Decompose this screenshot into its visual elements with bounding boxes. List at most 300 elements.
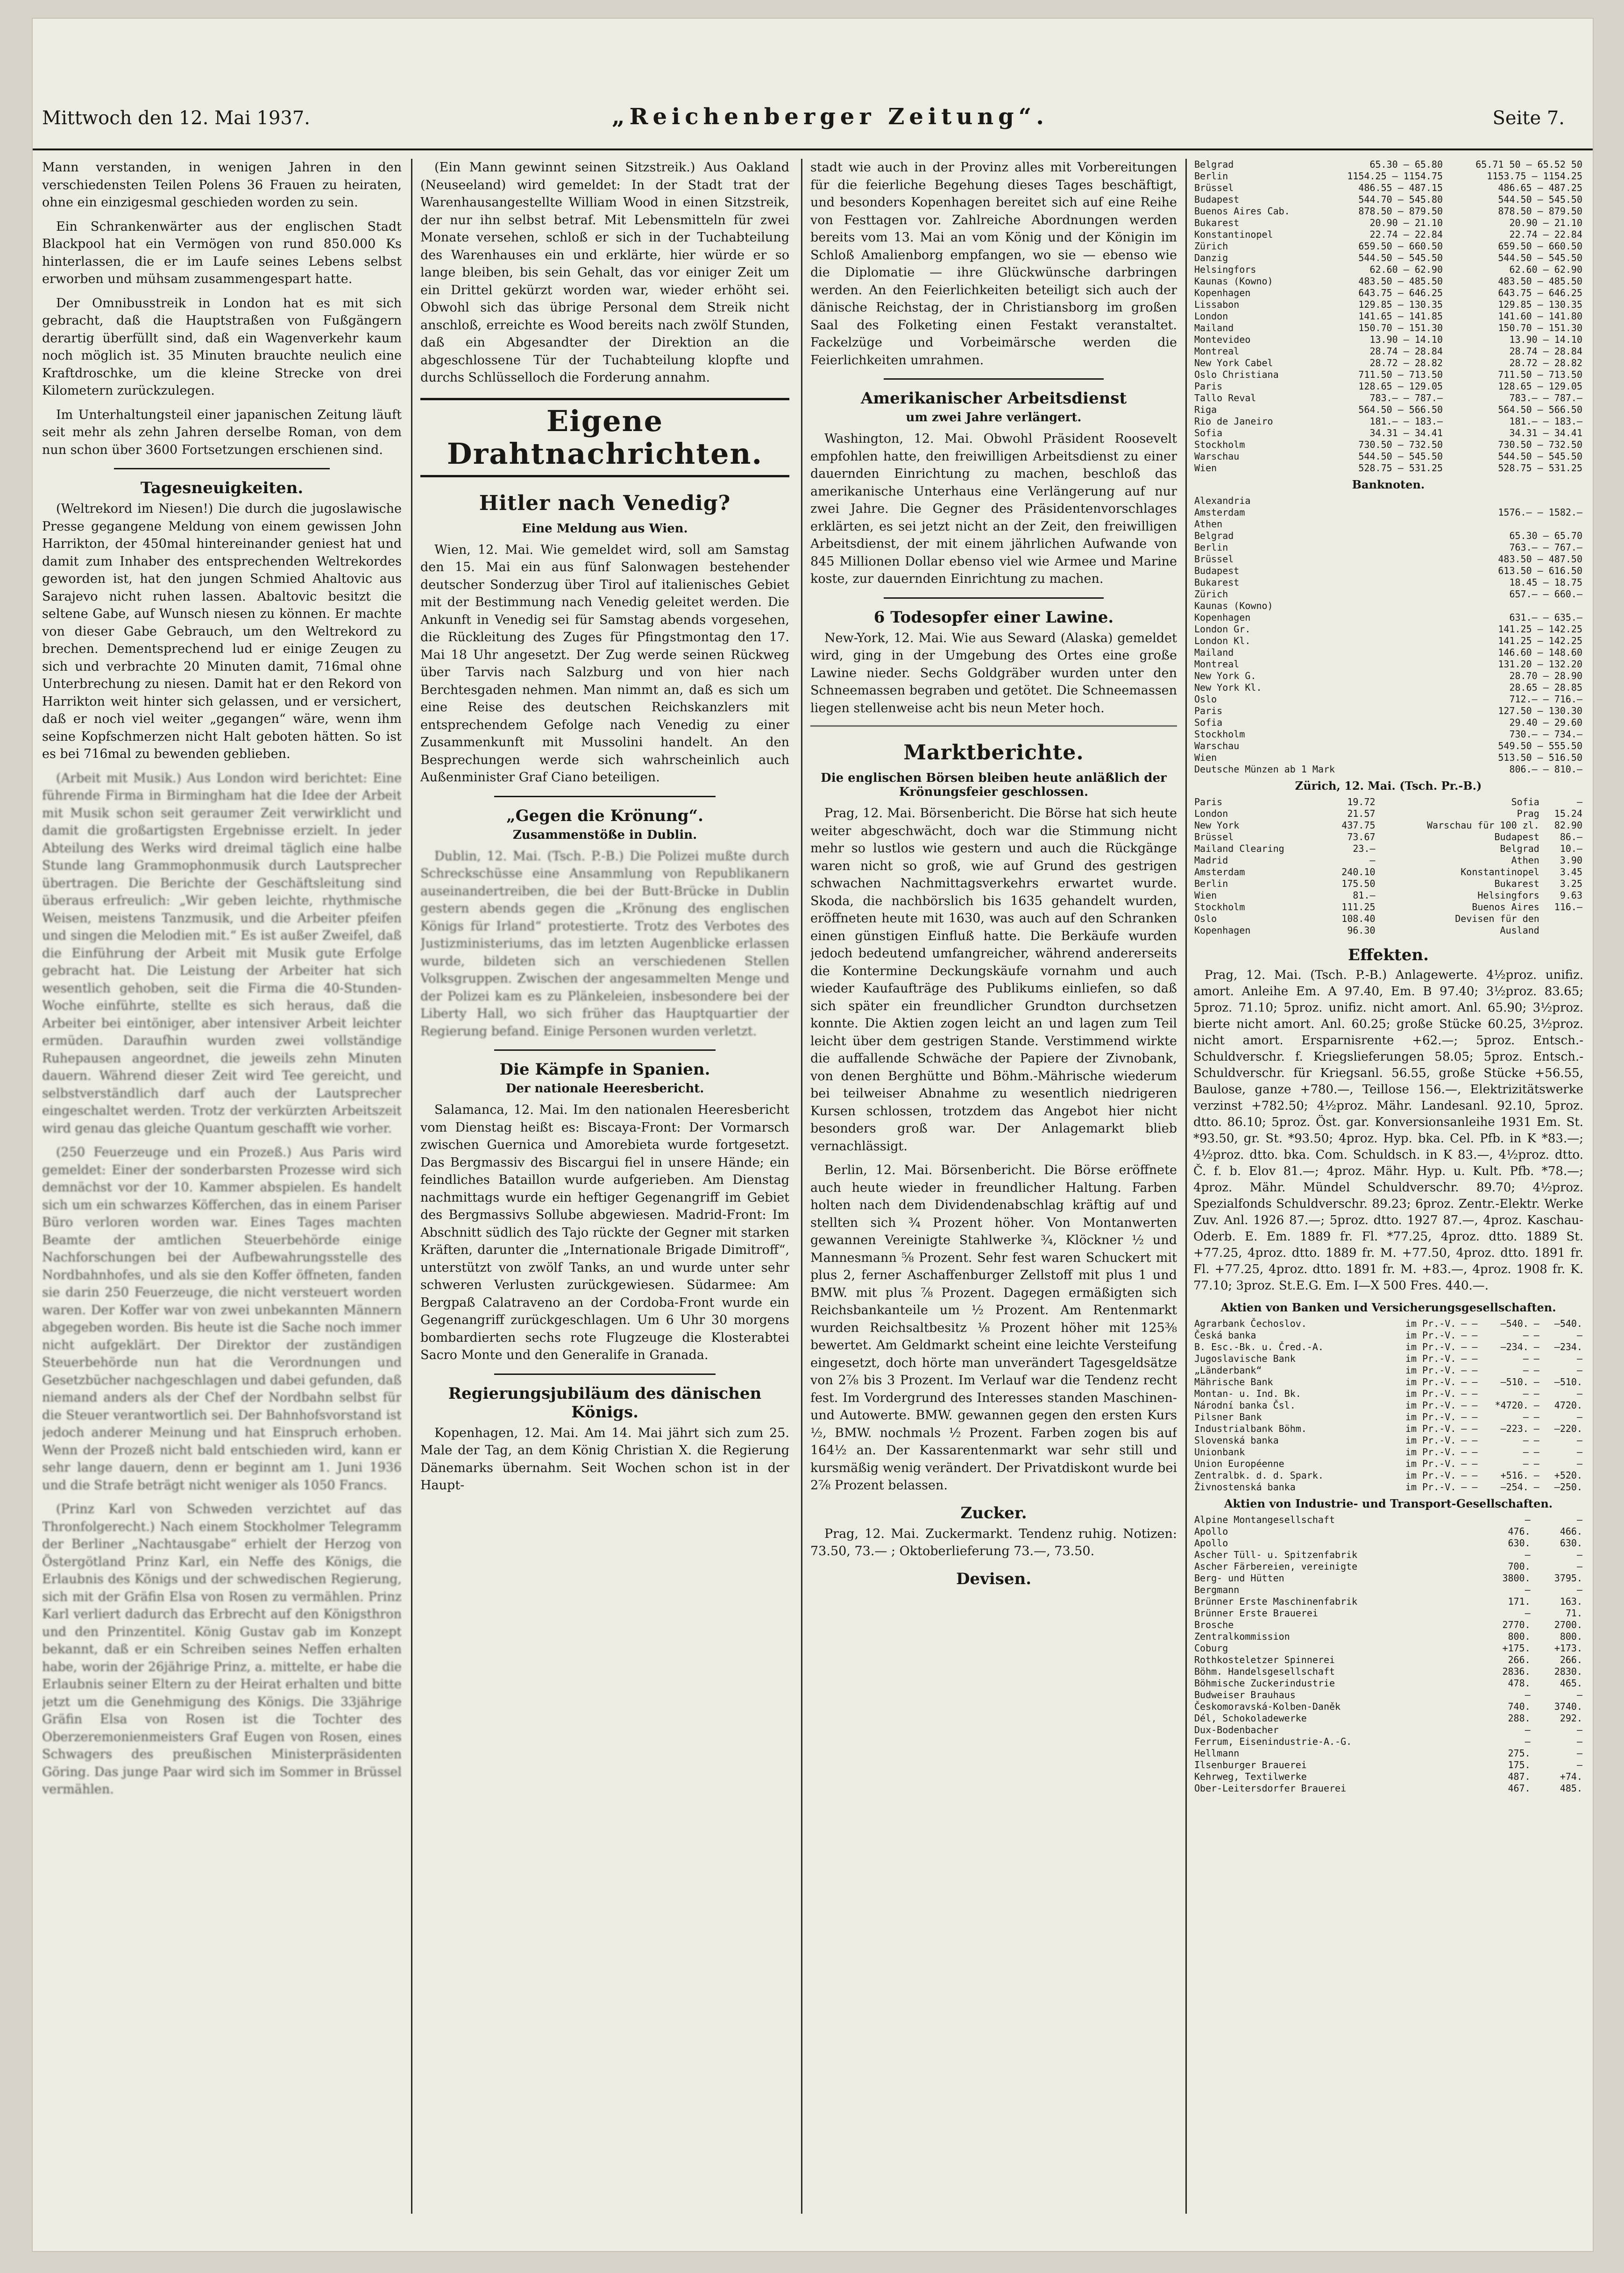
table-row — [1193, 264, 1583, 276]
table-cell: Jugoslavische Bank — [1194, 1353, 1296, 1364]
table-cell: — — [1576, 1435, 1582, 1446]
article-paragraph: (250 Feuerzeuge und ein Prozeß.) Aus Paris wird gemeldet: Einer der sonderbarsten Prozesse wird sich demnächst vor der 10. Kammer abspielen. Es handelt sich um ein schwarzes Köfferchen, das in einem Pariser Büro verloren worden war. Eines Tages machten Beamte der amtlichen Steuerbehörde einige Nachforschungen bei der Aufbewahrungsstelle des Nordbahnhofes, und als sie den Koffer öffneten, fanden sie darin 250 Feuerzeuge, die nicht versteuert worden waren. Der Koffer war von zwei unbekannten Männern abgegeben worden. Bis heute ist die Sache noch immer nicht aufgeklärt. Der Direktor der zuständigen Steuerbehörde nun hat die Verordnungen und Gesetzbücher nachgeschlagen und dabei gefunden, daß niemand anders als der Chef der Nordbahn selbst für die Steuer verantwortlich sei. Der Bahnhofsvorstand ist jedoch anderer Meinung und hat Einspruch erhoben. Wenn der Prozeß nicht bald entschieden wird, kann er sehr lange dauern, denn er beginnt am 1. Juni 1936 und die Strafe beträgt nicht weniger als 1050 Francs. — [42, 1145, 402, 1493]
table-heading: Banknoten. — [1352, 478, 1425, 491]
table-cell: — — [1523, 1353, 1529, 1364]
table-cell: 659.50 — 660.50 — [1358, 241, 1443, 252]
table-cell: 108.40 — [1341, 913, 1376, 924]
table-cell: 65.71 50 — 65.52 50 — [1475, 159, 1582, 170]
table-row — [1193, 451, 1583, 462]
table-row — [1193, 1666, 1583, 1678]
table-cell: Rio de Janeiro — [1194, 416, 1273, 427]
table-row — [1193, 1759, 1583, 1771]
column-divider — [411, 159, 412, 2214]
table-cell: Montreal — [1194, 346, 1240, 357]
table-cell: Prag — [1517, 808, 1539, 819]
table-cell: Wien — [1194, 752, 1217, 763]
table-row — [1193, 717, 1583, 729]
table-row — [1193, 1561, 1583, 1572]
table-cell: Berlin — [1194, 878, 1228, 889]
table-cell: Lissabon — [1194, 299, 1240, 310]
table-cell: Budapest — [1194, 194, 1240, 205]
table-cell: 630. — [1560, 1537, 1582, 1549]
table-cell: Montreal — [1194, 659, 1240, 670]
table-cell: — — [1461, 1365, 1467, 1376]
table-cell: 292. — [1560, 1713, 1582, 1724]
table-row — [1193, 427, 1583, 439]
table-cell: 564.50 — 566.50 — [1358, 404, 1443, 415]
table-cell: Ilsenburger Brauerei — [1194, 1759, 1307, 1770]
table-cell: 544.50 — 545.50 — [1358, 451, 1443, 462]
table-cell: — — [1523, 1411, 1529, 1423]
table-cell: — — [1576, 1561, 1582, 1572]
table-cell: — — [1576, 1411, 1582, 1423]
article-paragraph: Prag, 12. Mai. Börsenbericht. Die Börse hat sich heute weiter abgeschwächt, doch war die Stimmung nicht mehr so lustlos wie gestern und auch die Rückgänge waren nicht so groß, wie auf Grund des gestrigen schwachen Nachmittagsverkehrs erwartet wurde. Skoda, die nachbörslich bis 1635 gehandelt wurden, eröffneten heute mit 1630, was auch auf den Schranken einen günstigen Einfluß hatte. Die Berkäufe wurden jedoch bedeutend umfangreicher, während andererseits die Kontermine Deckungskäufe vornahm und auch wieder Kaufaufträge des Publikums einliefen, so daß sich später ein freundlicher Grundton durchsetzen konnte. Die Aktien zogen leicht an und lagen zum Teil leicht über dem gestrigen Stande. Verstimmend wirkte die auffallende Schwäche der Papiere der Zivnobank, von denen Berghütte und Böhm.-Mährische wiederum bei teilweiser Abnahme zu wesentlich niedrigeren Kursen schlossen, trotzdem das Angebot hier nicht besonders groß war. Der Anlagemarkt blieb vernachlässigt. — [810, 806, 1177, 1154]
table-cell: — — [1533, 1435, 1539, 1446]
table-cell: Industrialbank Böhm. — [1194, 1423, 1307, 1434]
table-cell: — — [1576, 1330, 1582, 1341]
table-cell: 549.50 — 555.50 — [1498, 740, 1582, 751]
masthead — [33, 19, 1593, 145]
table-row — [1193, 1400, 1583, 1411]
article-paragraph: Salamanca, 12. Mai. Im den nationalen Heeresbericht vom Dienstag heißt es: Biscaya-Front: Der Vormarsch zwischen Guernica und Amorebieta wurde fortgesetzt. Das Bergmassiv des Biscargui fiel in unsere Hände; ein feindliches Bataillon wurde aufgerieben. Am Dienstag nachmittags wurde ein heftiger Gegenangriff im Gebiet des Bergmassivs Sollube abgewiesen. Madrid-Front: Im Abschnitt südlich des Tajo rückte der Gegner mit starken Kräften, darunter die „Internationale Brigade Dimitroff“, unterstützt von zwölf Tanks, an und wurde unter sehr schweren Verlusten zurückgewiesen. Südarmee: Am Bergpaß Calatraveno an der Cordoba-Front wurde ein Gegenangriff zurückgeschlagen. Um 6 Uhr 30 morgens bombardierten sechs rote Flugzeuge die Klosterabtei Sacro Monte und den Generalife in Granada. — [420, 1103, 789, 1362]
table-cell: — — [1461, 1376, 1467, 1388]
table-cell: — — [1576, 1458, 1582, 1469]
table-cell: im Pr.-V. — [1405, 1458, 1456, 1469]
table-cell: 476. — [1508, 1526, 1531, 1537]
table-cell: 740. — [1508, 1701, 1531, 1712]
table-cell: 4720. — [1554, 1400, 1582, 1411]
table-cell: — — [1576, 1365, 1582, 1376]
table-cell: Česká banka — [1194, 1330, 1256, 1341]
table-cell: Budapest — [1494, 831, 1539, 843]
table-row — [1193, 1514, 1583, 1526]
table-cell: Mailand — [1194, 647, 1234, 658]
issue-date: Mittwoch den 12. Mai 1937. — [42, 107, 311, 129]
table-cell: 800. — [1508, 1631, 1531, 1642]
table-cell: — — [1525, 1736, 1531, 1747]
table-cell: Unionbank — [1194, 1446, 1245, 1458]
article-subheadline: um zwei Jahre verlängert. — [906, 411, 1082, 425]
table-cell: — — [1461, 1400, 1467, 1411]
table-cell: 544.50 — 545.50 — [1498, 194, 1582, 205]
table-cell: Národní banka Čsl. — [1194, 1400, 1296, 1411]
table-row — [1193, 1318, 1583, 1330]
table-cell: Dux-Bodenbacher — [1194, 1724, 1279, 1735]
table-cell: 2770. — [1502, 1619, 1531, 1630]
table-cell: 28.65 — 28.85 — [1509, 682, 1582, 693]
table-cell: Kopenhagen — [1194, 925, 1251, 936]
table-row — [1193, 217, 1583, 229]
table-cell: Brüssel — [1194, 182, 1234, 193]
table-cell: 73.67 — [1347, 831, 1376, 843]
table-cell: 10.— — [1560, 843, 1582, 854]
table-row — [1193, 241, 1583, 252]
table-row — [1193, 1365, 1583, 1376]
table-cell: Brüssel — [1194, 831, 1234, 843]
table-cell: — — [1472, 1458, 1478, 1469]
table-row — [1193, 694, 1583, 705]
table-row — [1193, 1607, 1583, 1619]
column-3 — [810, 159, 1177, 2214]
table-cell: 730.50 — 732.50 — [1358, 439, 1443, 450]
table-row — [1193, 1596, 1583, 1607]
table-row — [1193, 194, 1583, 205]
table-cell: 700. — [1508, 1561, 1531, 1572]
table-cell: 129.85 — 130.35 — [1498, 299, 1582, 310]
banknotes-table — [1193, 495, 1583, 775]
table-cell: — — [1472, 1341, 1478, 1352]
table-cell: 18.45 — 18.75 — [1509, 577, 1582, 588]
table-cell: Danzig — [1194, 252, 1228, 263]
table-cell: 643.75 — 646.25 — [1358, 287, 1443, 298]
table-cell: Sofia — [1511, 796, 1539, 807]
table-cell: Brünner Erste Maschinenfabrik — [1194, 1596, 1358, 1607]
table-row — [1193, 623, 1583, 635]
table-cell: 28.72 — 28.82 — [1509, 357, 1582, 368]
table-cell: Ferrum, Eisenindustrie-A.-G. — [1194, 1736, 1352, 1747]
table-cell: Kaunas (Kowno) — [1194, 276, 1273, 287]
table-row — [1193, 1537, 1583, 1549]
table-cell: 2700. — [1554, 1619, 1582, 1630]
table-row — [1193, 600, 1583, 612]
table-row — [1193, 1736, 1583, 1748]
table-cell: im Pr.-V. — [1405, 1470, 1456, 1481]
table-row — [1193, 1689, 1583, 1701]
table-cell: — — [1523, 1365, 1529, 1376]
table-cell: 116.— — [1554, 901, 1582, 913]
section-banner: Eigene Drahtnachrichten. — [420, 398, 789, 477]
table-cell: Hellmann — [1194, 1748, 1240, 1759]
table-cell: New York Kl. — [1194, 682, 1262, 693]
table-cell: 34.31 — 34.41 — [1369, 427, 1443, 439]
bank-shares-table — [1193, 1318, 1583, 1493]
table-cell: 86.— — [1560, 831, 1582, 843]
table-cell: Helsingfors — [1477, 890, 1539, 901]
table-cell: im Pr.-V. — [1405, 1411, 1456, 1423]
table-cell: Berlin — [1194, 170, 1228, 182]
table-row — [1193, 322, 1583, 334]
table-cell: Coburg — [1194, 1643, 1228, 1654]
table-row — [1193, 530, 1583, 542]
table-cell: 141.25 — 142.25 — [1498, 623, 1582, 635]
table-row — [1193, 1748, 1583, 1759]
table-cell: — — [1576, 796, 1582, 807]
table-cell: 141.25 — 142.25 — [1498, 635, 1582, 646]
table-cell: 1154.25 — 1154.75 — [1347, 170, 1443, 182]
table-cell: 483.50 — 485.50 — [1358, 276, 1443, 287]
table-cell: Rothkosteletzer Spinnerei — [1194, 1654, 1335, 1665]
table-cell: 111.25 — [1341, 901, 1376, 913]
table-cell: London — [1194, 311, 1228, 322]
table-row — [1193, 705, 1583, 717]
table-row — [1193, 1678, 1583, 1689]
table-row — [1193, 1713, 1583, 1724]
table-cell: Belgrad — [1194, 159, 1234, 170]
table-row — [1193, 1572, 1583, 1584]
table-cell: Buenos Aires Cab. — [1194, 205, 1290, 217]
table-cell: — — [1533, 1458, 1539, 1469]
table-cell: Union Européenne — [1194, 1458, 1284, 1469]
table-row — [1193, 1654, 1583, 1666]
table-cell: — — [1461, 1435, 1467, 1446]
table-cell: Kaunas (Kowno) — [1194, 600, 1273, 611]
table-row — [1193, 565, 1583, 577]
table-cell: Ascher Färbereien, vereinigte — [1194, 1561, 1358, 1572]
table-cell: 13.90 — 14.10 — [1509, 334, 1582, 345]
industry-shares-table — [1193, 1514, 1583, 1794]
table-row — [1193, 820, 1583, 831]
table-cell: 150.70 — 151.30 — [1498, 322, 1582, 333]
table-cell: 22.74 — 22.84 — [1509, 229, 1582, 240]
table-cell: Agrarbank Čechoslov. — [1194, 1318, 1307, 1329]
table-cell: 711.50 — 713.50 — [1358, 369, 1443, 380]
table-cell: Slovenská banka — [1194, 1435, 1279, 1446]
article-paragraph: stadt wie auch in der Provinz alles mit Vorbereitungen für die feierliche Begehung dieses Tages beschäftigt, und besonders Kopenhagen bereitet sich auf eine Reihe von Festtagen vor. Zahlreiche Abordnungen werden bereits vom 13. Mai an vom König und der Königin im Schloß Amalienborg empfangen, wo sie — ebenso wie die Diplomatie — ihre Glückwünsche darbringen werden. An den Feierlichkeiten beteiligt sich auch der dänische Reichstag, der in Christiansborg im großen Saal des Folketing einen Festakt veranstaltet. Fackelzüge und Vorbeimärsche werden die Feierlichkeiten umrahmen. — [810, 160, 1177, 368]
table-cell: — — [1576, 1584, 1582, 1595]
article-headline: 6 Todesopfer einer Lawine. — [873, 608, 1114, 627]
table-row — [1193, 159, 1583, 170]
table-row — [1193, 229, 1583, 241]
table-cell: 62.60 — 62.90 — [1509, 264, 1582, 275]
table-cell: im Pr.-V. — [1405, 1376, 1456, 1388]
table-cell: 483.50 — 487.50 — [1498, 553, 1582, 565]
page-number: Seite 7. — [1492, 107, 1565, 129]
table-cell: Alpine Montangesellschaft — [1194, 1514, 1335, 1525]
table-cell: 171. — [1508, 1596, 1531, 1607]
table-row — [1193, 878, 1583, 890]
column-4 — [1193, 159, 1583, 2214]
column-divider — [801, 159, 802, 2214]
table-cell: New York — [1194, 820, 1240, 831]
table-cell: *4720. — [1495, 1400, 1529, 1411]
table-cell: Brosche — [1194, 1619, 1234, 1630]
table-row — [1193, 1619, 1583, 1631]
table-row — [1193, 1643, 1583, 1654]
table-row — [1193, 404, 1583, 416]
table-cell: 544.70 — 545.80 — [1358, 194, 1443, 205]
table-row — [1193, 495, 1583, 507]
article-subheadline: Der nationale Heeresbericht. — [505, 1082, 704, 1096]
table-cell: 81.— — [1353, 890, 1376, 901]
article-paragraph: (Arbeit mit Musik.) Aus London wird berichtet: Eine führende Firma in Birmingham hat die Idee der Arbeit mit Musik schon seit geraumer Zeit verwirklicht und damit die großartigsten Ergebnisse erzielt. In jeder Abteilung des Werks wird dreimal täglich eine halbe Stunde lang Grammophonmusik durch Lautsprecher übertragen. Die Berichte der Geschäftsleitung sind überaus erfreulich: „Wir geben leichte, rhythmische Weisen, meistens Tanzmusik, und die Arbeiter pfeifen und singen die Melodien mit.“ Es ist außer Zweifel, daß die Einführung der Arbeit mit Musik gute Erfolge gebracht hat. Die Leistung der Arbeiter hat sich wesentlich gehoben, seit die Firma die 40-Stunden-Woche einführte, stellte es sich heraus, daß die Arbeiter bei eintöniger, aber intensiver Arbeit leichter ermüden. Daraufhin wurden zwei vollständige Ruhepausen angeordnet, die jeweils zehn Minuten dauern. Während dieser Zeit wird Tee gereicht, und selbstverständlich darf auch der Lautsprecher eingeschaltet werden. Trotz der verkürzten Arbeitszeit wird genau das gleiche Quantum geschafft wie vorher. — [42, 771, 402, 1136]
table-cell: — — [1576, 1724, 1582, 1735]
table-row — [1193, 1435, 1583, 1446]
table-cell: 19.72 — [1347, 796, 1376, 807]
zurich-table — [1193, 796, 1583, 936]
table-cell: im Pr.-V. — [1405, 1400, 1456, 1411]
table-cell: 3795. — [1554, 1572, 1582, 1584]
table-cell: Apollo — [1194, 1526, 1228, 1537]
table-row — [1193, 1376, 1583, 1388]
table-cell: Kehrweg, Textilwerke — [1194, 1771, 1307, 1782]
table-cell: 800. — [1560, 1631, 1582, 1642]
article-paragraph: Mann verstanden, in wenigen Jahren in den verschiedensten Teilen Polens 36 Frauen zu heiraten, ohne ein einzigesmal geschieden worden zu sein. — [42, 160, 402, 210]
table-cell: Deutsche Münzen ab 1 Mark — [1194, 764, 1335, 775]
table-cell: im Pr.-V. — [1405, 1353, 1456, 1364]
table-cell: im Pr.-V. — [1405, 1446, 1456, 1458]
table-cell: — — [1523, 1446, 1529, 1458]
table-cell: — — [1461, 1353, 1467, 1364]
table-cell: Stockholm — [1194, 901, 1245, 913]
table-cell — [1436, 495, 1583, 507]
table-row — [1193, 416, 1583, 427]
table-cell: 22.74 — 22.84 — [1369, 229, 1443, 240]
section-rule — [884, 378, 1104, 380]
table-cell: 783.— — 787.— — [1509, 392, 1582, 404]
table-cell: +520. — [1554, 1470, 1582, 1481]
table-cell: 466. — [1560, 1526, 1582, 1537]
table-cell: — — [1576, 1388, 1582, 1399]
table-cell: —254. — [1500, 1481, 1529, 1493]
article-headline: Regierungsjubiläum des dänischen Königs. — [448, 1384, 762, 1422]
table-cell: Zentralkommission — [1194, 1631, 1290, 1642]
table-row — [1193, 577, 1583, 588]
table-cell: Stockholm — [1194, 439, 1245, 450]
table-cell: New York G. — [1194, 670, 1256, 681]
table-cell: Berg- und Hütten — [1194, 1572, 1284, 1584]
table-cell: Živnostenská banka — [1194, 1481, 1296, 1493]
table-cell: Budapest — [1194, 565, 1240, 576]
table-heading: Zürich, 12. Mai. (Tsch. Pr.-B.) — [1295, 779, 1482, 793]
table-cell: —234. — [1500, 1341, 1529, 1352]
table-cell: 659.50 — 660.50 — [1498, 241, 1582, 252]
table-cell: — — [1461, 1423, 1467, 1434]
table-cell: +173. — [1554, 1643, 1582, 1654]
table-cell: 62.60 — 62.90 — [1369, 264, 1443, 275]
table-cell: „Länderbank“ — [1194, 1365, 1262, 1376]
table-cell: 3740. — [1554, 1701, 1582, 1712]
table-cell: Českomoravská-Kolben-Daněk — [1194, 1701, 1341, 1712]
table-row — [1193, 334, 1583, 346]
table-cell: Brüssel — [1194, 553, 1234, 565]
table-cell: 730.50 — 732.50 — [1498, 439, 1582, 450]
table-cell: Paris — [1194, 705, 1223, 716]
table-cell: 437.75 — [1341, 820, 1376, 831]
table-cell: im Pr.-V. — [1405, 1481, 1456, 1493]
table-cell: Berlin — [1194, 542, 1228, 553]
table-cell: 266. — [1560, 1654, 1582, 1665]
table-row — [1193, 1771, 1583, 1783]
table-cell: 712.— — 716.— — [1509, 694, 1582, 705]
table-cell: Bukarest — [1494, 878, 1539, 889]
table-cell: +175. — [1502, 1643, 1531, 1654]
table-row — [1193, 1446, 1583, 1458]
table-cell: Mailand Clearing — [1194, 843, 1284, 854]
table-cell: Sofia — [1194, 717, 1223, 728]
table-cell: 763.— — 767.— — [1509, 542, 1582, 553]
table-cell: 71. — [1565, 1607, 1582, 1619]
table-cell: 15.24 — [1554, 808, 1582, 819]
table-row — [1193, 659, 1583, 670]
table-cell: — — [1472, 1376, 1478, 1388]
table-cell: Montan- u. Ind. Bk. — [1194, 1388, 1301, 1399]
table-row — [1193, 276, 1583, 287]
table-cell: Konstantinopel — [1194, 229, 1273, 240]
table-cell: — — [1525, 1607, 1531, 1619]
table-row — [1193, 507, 1583, 518]
table-cell: New York Cabel — [1194, 357, 1273, 368]
table-cell: — — [1472, 1365, 1478, 1376]
table-cell: 131.20 — 132.20 — [1498, 659, 1582, 670]
table-cell: London Gr. — [1194, 623, 1251, 635]
table-cell: — — [1472, 1353, 1478, 1364]
table-row — [1193, 182, 1583, 194]
article-paragraph: (Ein Mann gewinnt seinen Sitzstreik.) Aus Oakland (Neuseeland) wird gemeldet: In der Stadt trat der Warenhausangestellte William Wood in einen Sitzstreik, der nur ihn selbst betraf. Mit Lebensmitteln für zwei Monate versehen, schloß er sich in der Tuchabteilung des Warenhauses ein und erklärte, hier würde er so lange bleiben, bis sein Gehalt, das vor einiger Zeit um ein Drittel gekürzt worden war, wieder erhöht sei. Obwohl sich das übrige Personal dem Streik nicht anschloß, erreichte es Wood bereits nach zwölf Stunden, daß ein Abgesandter der Direktion an die abgeschlossene Tür der Tuchabteilung klopfte und durchs Schlüsselloch die Forderung annahm. — [420, 160, 789, 385]
table-cell: —540. — [1500, 1318, 1529, 1329]
table-row — [1193, 1470, 1583, 1481]
table-cell: Zürich — [1194, 588, 1228, 600]
section-heading: Marktberichte. — [903, 741, 1084, 765]
table-cell: — — [1461, 1411, 1467, 1423]
table-cell: — — [1472, 1388, 1478, 1399]
table-cell: 564.50 — 566.50 — [1498, 404, 1582, 415]
table-row — [1193, 462, 1583, 474]
article-paragraph: Prag, 12. Mai. (Tsch. P.-B.) Anlagewerte. 4½proz. unifiz. amort. Anleihe Em. A 97.40, Em. B 97.40; 3½proz. 83.65; 5proz. 71.10; 5proz. unifiz. nicht amort. Anl. 65.90; 3½proz. bierte nicht amort. Anl. 60.25; große Stücke 60.25, 3½proz. nicht amort. Ersparnisrente +62.—; 5proz. Entsch.-Schuldverschr. f. Kriegslieferungen 58.05; 5proz. Entsch.-Schuldverschr. für Kriegsanl. 56.55, große Stücke +56.55, Baulose, ganze +780.—, Teillose 156.—, Elektrizitätswerke verzinst +782.50; 4½proz. Mähr. Landesanl. 92.10, 5proz. dtto. 86.10; 5proz. Öst. gar. Konversionsanleihe 1931 Em. St. *93.50, gr. St. *93.50; 4proz. Hyp. bka. Cel. Pfb. in K *83.—; 4½proz. dtto. bka. Com. Schuldsch. in K 83.—, 4½proz. dtto. Č. f. b. Elov 81.—; 4proz. Mähr. Hyp. u. Kult. Pfb. *78.—; 4proz. Mähr. Mündel Schuldverschr. 89.70; 4½proz. Spezialfonds Schuldverschr. 89.23; 6proz. Zentr.-Elektr. Werke Zuv. Anl. 1926 87.—; 5proz. dtto. 1927 87.—, 4proz. Kaschau-Oderb. E. Em. 1889 fr. Fl. *77.25, 4proz. dtto. 1889 St. +77.25, 4proz. dtto. 1889 fr. M. +77.50, 4proz. dtto. 1891 fr. Fl. +77.25, 4proz. dtto. 1891 fr. M. +83.—, 4proz. 1908 fr. K. 77.10; 3proz. St.E.G. Em. I—X 500 Fres. 440.—. — [1193, 968, 1583, 1293]
table-cell: Madrid — [1194, 855, 1228, 866]
table-row — [1193, 439, 1583, 451]
table-cell: Bukarest — [1194, 217, 1240, 228]
table-cell: — — [1533, 1481, 1539, 1493]
section-heading: Zucker. — [960, 1503, 1027, 1522]
table-cell: B. Esc.-Bk. u. Čred.-A. — [1194, 1341, 1324, 1352]
table-cell: 513.50 — 516.50 — [1498, 752, 1582, 763]
table-cell: — — [1369, 855, 1376, 866]
table-cell: 730.— — 734.— — [1509, 729, 1582, 740]
table-cell: 613.50 — 616.50 — [1498, 565, 1582, 576]
table-cell: Zürich — [1194, 241, 1228, 252]
table-row — [1193, 752, 1583, 764]
table-cell: 1153.75 — 1154.25 — [1487, 170, 1582, 182]
table-cell: Oslo — [1194, 694, 1217, 705]
table-row — [1193, 1388, 1583, 1400]
table-row — [1193, 346, 1583, 357]
table-cell: Böhmische Zuckerindustrie — [1194, 1678, 1335, 1689]
table-row — [1193, 1631, 1583, 1643]
table-cell: — — [1533, 1341, 1539, 1352]
table-cell: — — [1576, 1689, 1582, 1700]
table-cell: — — [1533, 1423, 1539, 1434]
table-cell: Böhm. Handelsgesellschaft — [1194, 1666, 1335, 1677]
table-cell: — — [1472, 1435, 1478, 1446]
table-cell: — — [1576, 1514, 1582, 1525]
article-paragraph: Kopenhagen, 12. Mai. Am 14. Mai jährt sich zum 25. Male der Tag, an dem König Christian X. die Regierung Dänemarks übernahm. Seit Wochen schon ist in der Haupt- — [420, 1425, 789, 1493]
table-cell: Dél, Schokoladewerke — [1194, 1713, 1307, 1724]
table-cell: 643.75 — 646.25 — [1498, 287, 1582, 298]
table-cell: — — [1576, 1549, 1582, 1560]
table-cell: 96.30 — [1347, 925, 1376, 936]
table-cell: 28.74 — 28.84 — [1369, 346, 1443, 357]
article-paragraph: New-York, 12. Mai. Wie aus Seward (Alaska) gemeldet wird, ging in der Umgebung des Ortes eine große Lawine nieder. Sechs Goldgräber wurden unter den Schneemassen begraben und getötet. Die Schneemassen liegen stellenweise acht bis neun Meter hoch. — [810, 630, 1177, 715]
table-cell: — — [1523, 1330, 1529, 1341]
article-paragraph: (Prinz Karl von Schweden verzichtet auf das Thronfolgerecht.) Nach einem Stockholmer Telegramm der Berliner „Nachtausgabe“ erhielt der Herzog von Östergötland Prinz Karl, ein Neffe des Königs, die Erlaubnis des Königs und der schwedischen Regierung, sich mit der Gräfin Elsa von Rosen zu vermählen. Prinz Karl verliert dadurch das Erbrecht auf den Königsthron und den Prinzentitel. König Gustav gab im Konzept bekannt, daß er ein Schreiben seines Neffen erhalten habe, worin der 26jährige Prinz, a. mittelte, er habe die Erlaubnis seiner Eltern zu der Heirat erhalten und bitte jetzt um die Genehmigung des Königs. Die 33jährige Gräfin Elsa von Rosen ist die Tochter des Oberzeremonienmeisters Graf Eugen von Rosen, eines Schwagers des preußischen Ministerpräsidenten Göring. Das junge Paar wird sich im Sommer in Brüssel vermählen. — [42, 1502, 402, 1797]
table-cell: — — [1525, 1549, 1531, 1560]
table-cell: — — [1472, 1400, 1478, 1411]
table-cell: 2830. — [1554, 1666, 1582, 1677]
table-cell: 3.90 — [1560, 855, 1582, 866]
table-cell: — — [1525, 1724, 1531, 1735]
table-row — [1193, 635, 1583, 647]
table-cell: im Pr.-V. — [1405, 1423, 1456, 1434]
section-rule — [810, 725, 1177, 727]
table-cell: Buenos Aires — [1472, 901, 1539, 913]
table-cell: 3.45 — [1560, 866, 1582, 878]
table-cell: — — [1461, 1481, 1467, 1493]
table-cell: 544.50 — 545.50 — [1358, 252, 1443, 263]
table-cell: 288. — [1508, 1713, 1531, 1724]
table-cell — [1436, 518, 1583, 530]
table-row — [1193, 890, 1583, 901]
table-row — [1193, 866, 1583, 878]
